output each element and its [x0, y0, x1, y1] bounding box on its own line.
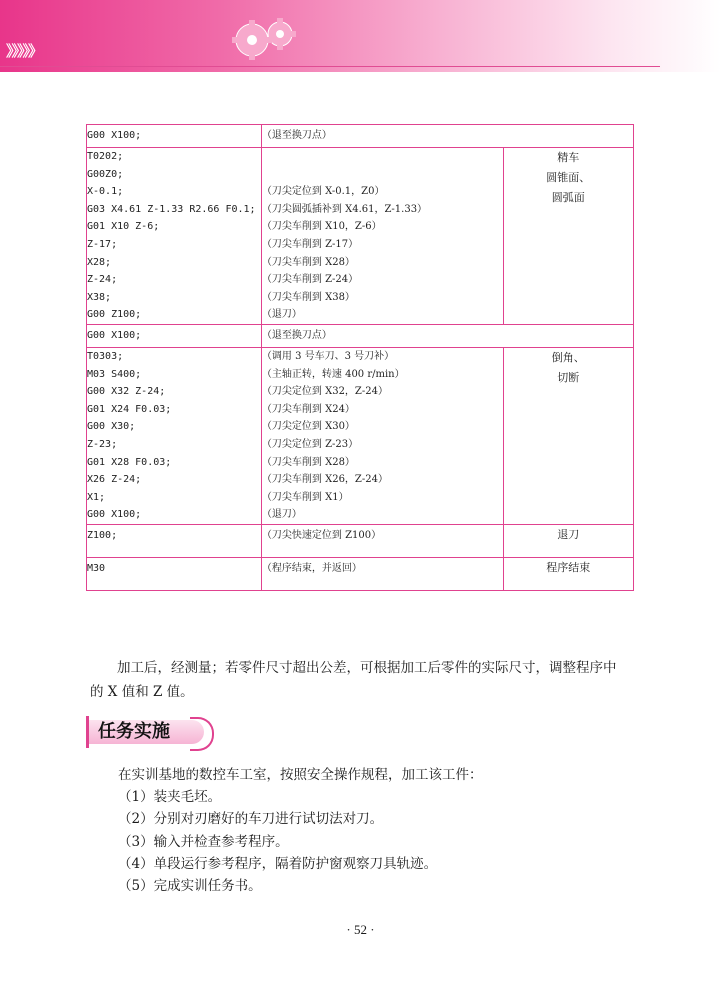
code-cell: Z100; — [87, 524, 262, 557]
table-row — [87, 557, 634, 590]
list-item: （5）完成实训任务书。 — [118, 878, 262, 895]
list-item: （1）装夹毛坯。 — [118, 789, 222, 806]
section-heading-edge — [190, 717, 214, 751]
table-row — [87, 125, 634, 148]
table-row — [87, 524, 634, 557]
task-intro: 在实训基地的数控车工室，按照安全操作规程，加工该工件： — [118, 767, 483, 783]
function-cell: 程序结束 — [503, 557, 633, 590]
section-heading — [86, 716, 212, 748]
paragraph-line: 的 X 值和 Z 值。 — [90, 684, 194, 700]
header-rule — [0, 66, 660, 67]
comment-cell: （退至换刀点） — [261, 125, 633, 148]
paragraph-line: 加工后，经测量；若零件尺寸超出公差，可根据加工后零件的实际尺寸，调整程序中 — [117, 660, 617, 676]
comment-cell: （程序结束，并返回） — [261, 557, 503, 590]
list-item: （2）分别对刃磨好的车刀进行试切法对刀。 — [118, 811, 384, 828]
function-cell: 精车 圆锥面、 圆弧面 — [503, 148, 633, 325]
after-table-paragraph — [90, 656, 638, 704]
task-steps — [118, 764, 638, 897]
section-title: 任务实施 — [98, 721, 170, 742]
list-item: （4）单段运行参考程序，隔着防护窗观察刀具轨迹。 — [118, 855, 438, 872]
gear-icon — [226, 10, 306, 66]
program-table — [86, 124, 634, 591]
page-header-band — [0, 0, 721, 72]
comment-cell: （刀尖定位到 X-0.1，Z0） （刀尖圆弧插补到 X4.61，Z-1.33） （刀尖车削到 X10，Z-6） （刀尖车削到 Z-17） （刀尖车削到 X28） （刀尖车削到 Z-24） （刀尖车削到 X38） （退刀） — [261, 148, 503, 325]
comment-cell: （退至换刀点） — [261, 324, 633, 347]
function-cell: 倒角、 切断 — [503, 347, 633, 524]
code-cell: G00 X100; — [87, 125, 262, 148]
list-item: （3）输入并检查参考程序。 — [118, 833, 289, 850]
table-row — [87, 347, 634, 524]
code-cell: T0303; M03 S400; G00 X32 Z-24; G01 X24 F0.03; G00 X30; Z-23; G01 X28 F0.03; X26 Z-24; X1; G00 X100; — [87, 347, 262, 524]
table-row — [87, 324, 634, 347]
comment-cell: （刀尖快速定位到 Z100） — [261, 524, 503, 557]
chevron-decoration: 》》》》》 — [6, 42, 42, 60]
table-row — [87, 148, 634, 325]
comment-cell: （调用 3 号车刀、3 号刀补） （主轴正转，转速 400 r/min） （刀尖定位到 X32，Z-24） （刀尖车削到 X24） （刀尖定位到 X30） （刀尖定位到 Z-23） （刀尖车削到 X28） （刀尖车削到 X26，Z-24） （刀尖车削到 X1） （退刀） — [261, 347, 503, 524]
code-cell: T0202; G00Z0; X-0.1; G03 X4.61 Z-1.33 R2.66 F0.1; G01 X10 Z-6; Z-17; X28; Z-24; X38; G00 Z100; — [87, 148, 262, 325]
code-cell: M30 — [87, 557, 262, 590]
code-cell: G00 X100; — [87, 324, 262, 347]
page-number: · 52 · — [346, 922, 375, 937]
function-cell: 退刀 — [503, 524, 633, 557]
section-heading-bar — [86, 716, 89, 748]
